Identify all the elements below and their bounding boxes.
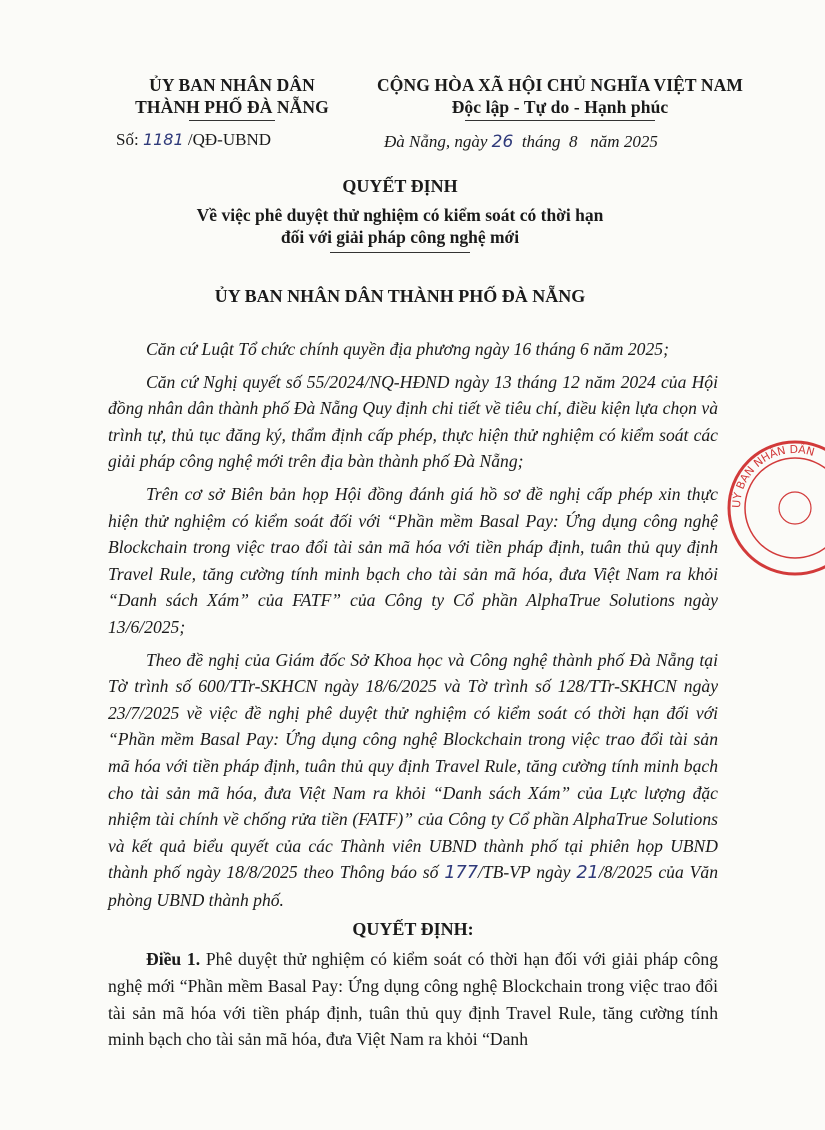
p4-text-a: Theo đề nghị của Giám đốc Sở Khoa học và Công nghệ thành phố Đà Nẵng tại Tờ trình số 600/TTr-SKHCN ngày 18/6/2025 và Tờ trình số 128/TTr-SKHCN ngày 23/7/2025 về việc đề nghị phê duyệt thử nghiệm có kiểm soát có thời hạn đối với “Phần mềm Basal Pay: Ứng dụng công nghệ Blockchain trong việc trao đổi tài sản mã hóa với tiền pháp định, tuân thủ quy định Travel Rule, tăng cường tính minh bạch cho tài sản mã hóa, đưa Việt Nam ra khỏi “Danh sách Xám” của Lực lượng đặc nhiệm tài chính về chống rửa tiền (FATF)” của Công ty Cổ phần AlphaTrue Solutions và kết quả biểu quyết của các Thành viên UBND thành phố tại phiên họp UBND thành phố ngày 18/8/2025 theo Thông báo số bbox=[108, 649, 718, 883]
date-month: 8 bbox=[569, 132, 578, 151]
preamble-paragraph-3: Trên cơ sở Biên bản họp Hội đồng đánh giá hồ sơ đề nghị cấp phép xin thực hiện thử nghiệm có kiểm soát đối với “Phần mềm Basal Pay: Ứng dụng công nghệ Blockchain trong việc trao đổi tài sản mã hóa với tiền pháp định, tuân thủ quy định Travel Rule, tăng cường tính minh bạch cho tài sản mã hóa, đưa Việt Nam ra khỏi “Danh sách Xám” của FATF” của Công ty Cổ phần AlphaTrue Solutions ngày 13/6/2025; bbox=[108, 483, 718, 637]
org-line-2: THÀNH PHỐ ĐÀ NẴNG bbox=[135, 97, 329, 117]
date-month-label: tháng bbox=[521, 132, 561, 151]
motto-underline bbox=[465, 120, 655, 121]
national-motto-block bbox=[340, 74, 780, 121]
nation-line-2: Độc lập - Tự do - Hạnh phúc bbox=[451, 97, 669, 117]
preamble-paragraph-4 bbox=[108, 647, 718, 914]
nation-line-1: CỘNG HÒA XÃ HỘI CHỦ NGHĨA VIỆT NAM bbox=[377, 75, 743, 95]
preamble-paragraph-1: Căn cứ Luật Tổ chức chính quyền địa phương ngày 16 tháng 6 năm 2025; bbox=[146, 339, 669, 359]
decision-heading: QUYẾT ĐỊNH: bbox=[352, 919, 474, 940]
p4-text-b: /TB-VP ngày bbox=[477, 862, 577, 883]
subject-underline bbox=[330, 252, 470, 253]
official-seal-icon bbox=[725, 438, 825, 578]
org-line-1: ỦY BAN NHÂN DÂN bbox=[149, 75, 315, 95]
p4-handwritten-number: 177 bbox=[444, 863, 478, 884]
document-number bbox=[116, 130, 271, 150]
date-day: 26 bbox=[491, 132, 514, 152]
date-year: 2025 bbox=[623, 132, 658, 151]
seal-inner-ring bbox=[745, 458, 825, 558]
doc-no-suffix: /QĐ-UBND bbox=[187, 130, 272, 149]
subject-line-1: Về việc phê duyệt thử nghiệm có kiểm soát có thời hạn bbox=[196, 205, 604, 225]
document-subject bbox=[0, 204, 800, 253]
date-year-label: năm bbox=[590, 132, 620, 151]
article-1-text: Phê duyệt thử nghiệm có kiểm soát có thời hạn đối với giải pháp công nghệ mới “Phần mềm Basal Pay: Ứng dụng công nghệ Blockchain trong việc trao đổi tài sản mã hóa với tiền pháp định, tuân thủ quy định Travel Rule, tăng cường tính minh bạch cho tài sản mã hóa, đưa Việt Nam ra khỏi “Danh bbox=[108, 949, 718, 1050]
document-title: QUYẾT ĐỊNH bbox=[342, 176, 458, 196]
org-underline bbox=[189, 120, 275, 121]
p4-handwritten-day: 21 bbox=[576, 863, 599, 884]
article-1-label: Điều 1. bbox=[146, 949, 201, 970]
issuer-heading: ỦY BAN NHÂN DÂN THÀNH PHỐ ĐÀ NẴNG bbox=[214, 286, 586, 306]
p4-text-c: /8/2025 của Văn phòng UBND thành phố. bbox=[108, 862, 718, 910]
article-1 bbox=[108, 946, 718, 1052]
date-prefix: Đà Nẵng, ngày bbox=[384, 132, 488, 151]
seal-center-emblem bbox=[779, 492, 811, 524]
issue-date bbox=[384, 132, 658, 152]
document-body bbox=[108, 336, 718, 1053]
preamble-paragraph-2: Căn cứ Nghị quyết số 55/2024/NQ-HĐND ngày 13 tháng 12 năm 2024 của Hội đồng nhân dân thành phố Đà Nẵng Quy định chi tiết về tiêu chí, điều kiện lựa chọn và trình tự, thủ tục đăng ký, thẩm định cấp phép, thực hiện thử nghiệm có kiểm soát các giải pháp công nghệ mới trên địa bàn thành phố Đà Nẵng; bbox=[108, 371, 718, 472]
seal-text: UỶ BAN NHÂN DÂN bbox=[729, 442, 816, 509]
subject-line-2: đối với giải pháp công nghệ mới bbox=[280, 227, 520, 247]
doc-no-label: Số: bbox=[116, 130, 139, 149]
doc-no-handwritten: 1181 bbox=[142, 130, 184, 149]
issuing-authority-block bbox=[112, 74, 352, 121]
